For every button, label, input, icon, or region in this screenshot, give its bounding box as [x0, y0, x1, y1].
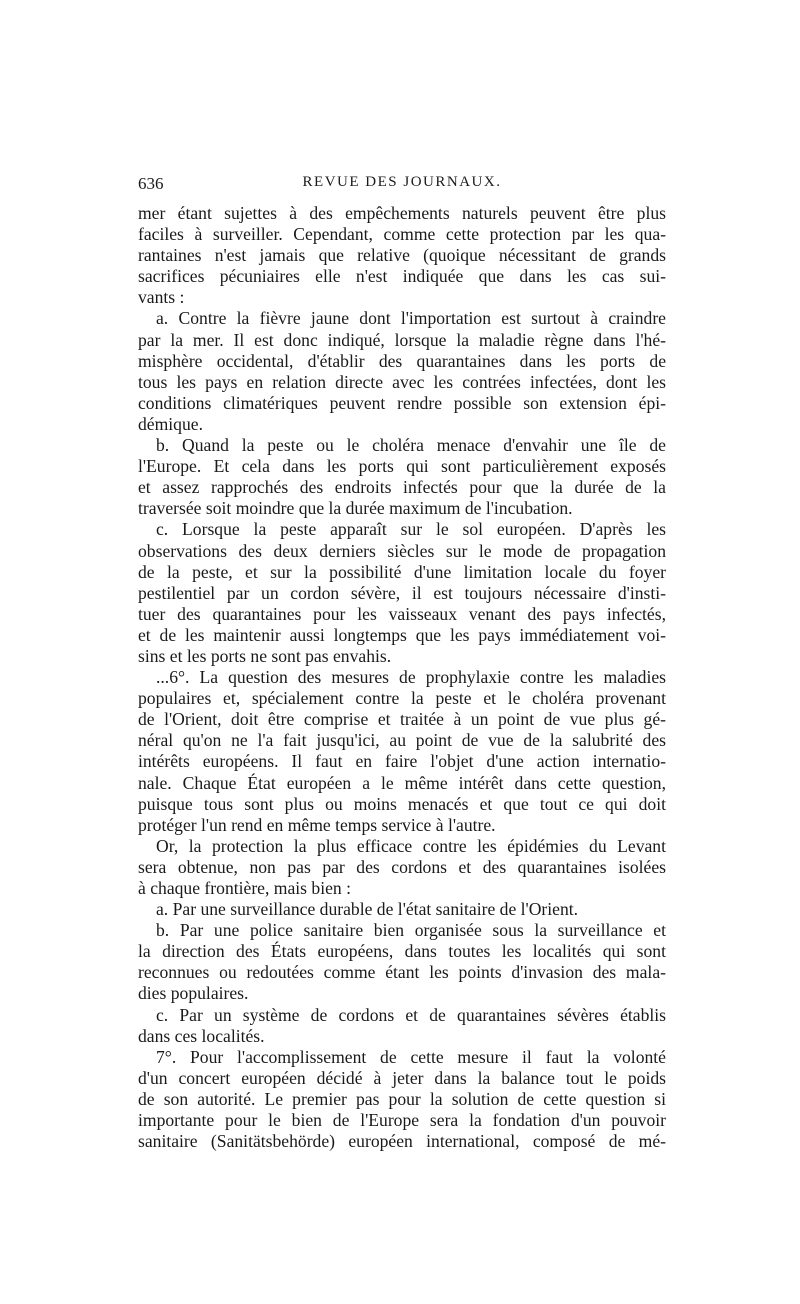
text-line: de la peste, et sur la possibilité d'une limitation locale du foyer [138, 561, 666, 582]
text-line: par la mer. Il est donc indiqué, lorsque la maladie règne dans l'hé- [138, 329, 666, 350]
text-line: populaires et, spécialement contre la peste et le choléra provenant [138, 688, 666, 709]
text-line: traversée soit moindre que la durée maximum de l'incubation. [138, 498, 573, 519]
text-line: b. Quand la peste ou le choléra menace d'envahir une île de [156, 435, 666, 456]
text-line: nale. Chaque État européen a le même intérêt dans cette question, [138, 772, 666, 793]
text-line: rantaines n'est jamais que relative (quoique nécessitant de grands [138, 245, 666, 266]
text-line: c. Par un système de cordons et de quarantaines sévères établis [156, 1004, 666, 1025]
text-line: a. Par une surveillance durable de l'état sanitaire de l'Orient. [156, 899, 579, 920]
running-header [138, 174, 666, 200]
text-line: l'Europe. Et cela dans les ports qui sont particulièrement exposés [138, 456, 666, 477]
text-line: d'un concert européen décidé à jeter dans la balance tout le poids [138, 1067, 666, 1088]
text-line: démique. [138, 413, 203, 434]
page-number: 636 [138, 174, 164, 193]
text-line: pestilentiel par un cordon sévère, il est toujours nécessaire d'insti- [138, 582, 666, 603]
text-line: puisque tous sont plus ou moins menacés et que tout ce qui doit [138, 793, 666, 814]
text-line: intérêts européens. Il faut en faire l'objet d'une action internatio- [138, 751, 666, 772]
text-line: sera obtenue, non pas par des cordons et des quarantaines isolées [138, 856, 666, 877]
running-title: REVUE DES JOURNAUX. [302, 174, 502, 190]
text-line: dans ces localités. [138, 1025, 265, 1046]
text-line: b. Par une police sanitaire bien organisée sous la surveillance et [156, 920, 666, 941]
text-line: tous les pays en relation directe avec les contrées infectées, dont les [138, 371, 666, 392]
text-line: reconnues ou redoutées comme étant les points d'invasion des mala- [138, 962, 666, 983]
text-line: dies populaires. [138, 983, 249, 1004]
text-line: néral qu'on ne l'a fait jusqu'ici, au point de vue de la salubrité des [138, 730, 666, 751]
text-line: mer étant sujettes à des empêchements naturels peuvent être plus [138, 203, 666, 223]
text-line: ...6°. La question des mesures de prophylaxie contre les maladies [156, 667, 666, 688]
text-line: et assez rapprochés des endroits infectés pour que la durée de la [138, 477, 666, 498]
text-line: c. Lorsque la peste apparaît sur le sol européen. D'après les [156, 519, 666, 540]
text-line: misphère occidental, d'établir des quarantaines dans les ports de [138, 350, 666, 371]
text-line: a. Contre la fièvre jaune dont l'importation est surtout à craindre [156, 308, 666, 329]
text-line: à chaque frontière, mais bien : [138, 878, 351, 898]
text-line: sins et les ports ne sont pas envahis. [138, 645, 392, 666]
text-line: tuer des quarantaines pour les vaisseaux venant des pays infectés, [138, 603, 666, 624]
text-line: Or, la protection la plus efficace contre les épidémies du Levant [156, 835, 666, 856]
text-line: sacrifices pécuniaires elle n'est indiquée que dans les cas sui- [138, 266, 666, 287]
text-line: faciles à surveiller. Cependant, comme cette protection par les qua- [138, 224, 666, 245]
text-line: de l'Orient, doit être comprise et traitée à un point de vue plus gé- [138, 709, 666, 730]
text-line: vants : [138, 287, 185, 308]
text-line: importante pour le bien de l'Europe sera la fondation d'un pouvoir [138, 1110, 666, 1131]
text-line: sanitaire (Sanitätsbehörde) européen international, composé de mé- [138, 1131, 666, 1152]
body-text [138, 203, 666, 1152]
text-line: conditions climatériques peuvent rendre possible son extension épi- [138, 392, 666, 413]
text-line: protéger l'un rend en même temps service à l'autre. [138, 814, 496, 835]
text-line: la direction des États européens, dans toutes les localités qui sont [138, 941, 666, 962]
text-line: observations des deux derniers siècles sur le mode de propagation [138, 540, 666, 561]
text-line: et de les maintenir aussi longtemps que les pays immédiatement voi- [138, 624, 666, 645]
text-line: de son autorité. Le premier pas pour la solution de cette question si [138, 1088, 666, 1109]
text-line: 7°. Pour l'accomplissement de cette mesure il faut la volonté [156, 1046, 666, 1067]
